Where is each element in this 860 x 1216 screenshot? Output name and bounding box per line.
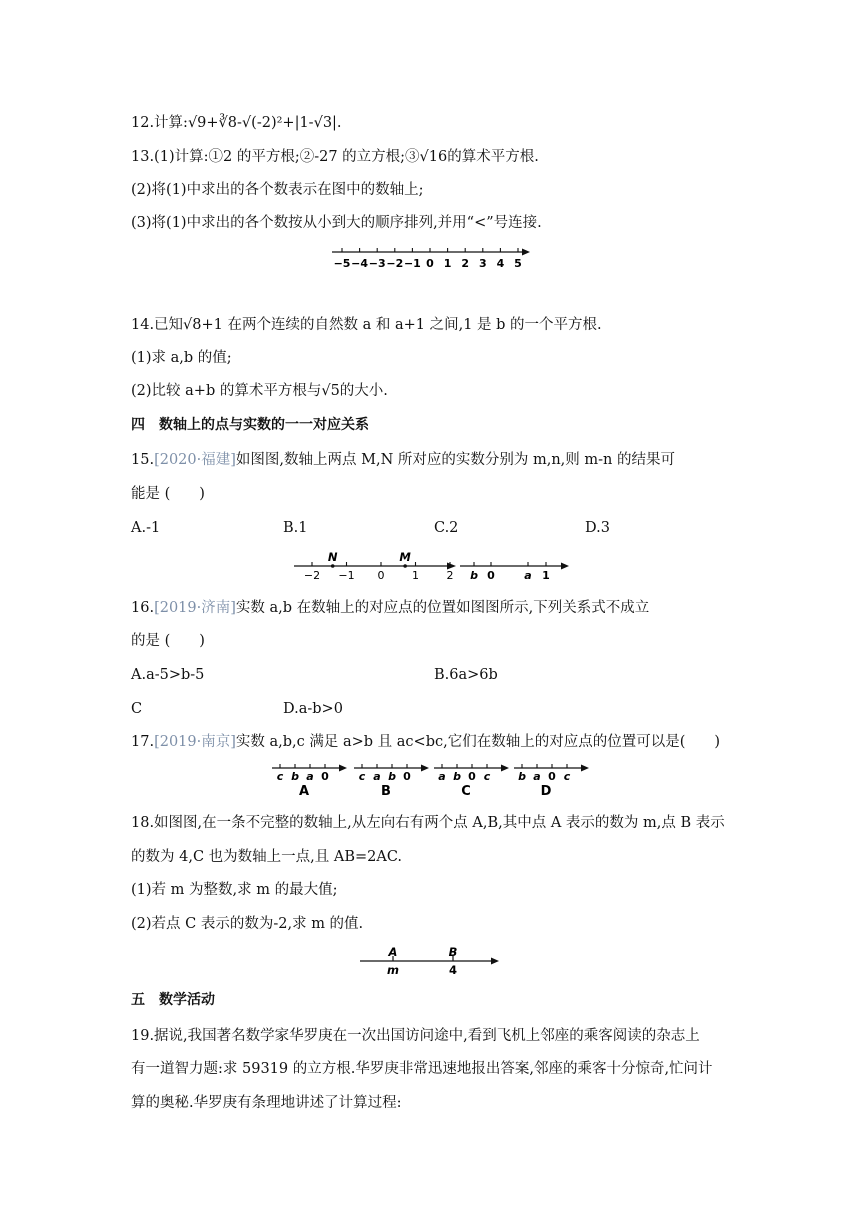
tick-label: −2 [386,257,404,270]
number-line-figure-16 [458,558,574,582]
section-5-heading: 五 数学活动 [131,992,215,1008]
tick-label: a [306,770,314,783]
question-16-option-a: A.a-5>b-5 [131,667,205,683]
tick-label: 3 [478,257,487,270]
point-n-label: N [327,550,338,564]
question-18-line-4: (2)若点 C 表示的数为-2,求 m 的值. [131,916,364,932]
question-19-line-2: 有一道智力题:求 59319 的立方根.华罗庚非常迅速地报出答案,邻座的乘客十分惊奇,忙问计 [131,1061,713,1077]
tick-label: a [524,569,532,582]
question-17-figures [270,760,600,800]
question-18-line-1: 18.如图图,在一条不完整的数轴上,从左向右有两个点 A,B,其中点 A 表示的数为 m,点 B 表示 [131,815,725,831]
tick-label: b [453,770,461,783]
option-figure-c [434,764,509,799]
tick-label: −4 [351,257,369,270]
point-m-label: M [399,550,411,564]
tick-label: 0 [468,770,476,783]
question-16-text: 实数 a,b 在数轴上的对应点的位置如图图所示,下列关系式不成立 [235,600,650,616]
number-line-figure-18 [358,944,504,976]
question-15-text: 如图图,数轴上两点 M,N 所对应的实数分别为 m,n,则 m-n 的结果可 [235,452,675,468]
question-15-option-a: A.-1 [131,520,161,536]
section-4-heading: 四 数轴上的点与实数的一一对应关系 [131,417,369,433]
question-12: 12.计算:√9+∛8-√(-2)²+|1-√3|. [131,115,342,131]
point-a-value: m [387,963,399,977]
question-17-number: 17. [131,734,155,750]
question-14-line-2: (1)求 a,b 的值; [131,350,232,366]
tick-label: 0 [321,770,329,783]
option-label: A [298,784,310,799]
tick-label: c [276,770,284,783]
question-16-source: [2019·济南] [154,600,236,616]
tick-label: 4 [496,257,505,270]
option-figure-b [354,764,429,799]
question-16-option-b: B.6a>6b [434,667,498,683]
tick-label: 2 [446,569,454,582]
number-line-figure-13 [328,244,538,274]
question-15-line-1 [131,450,675,470]
point-n-dot [331,564,335,568]
point-a-label: A [388,945,398,959]
question-15-option-c: C.2 [434,520,459,536]
tick-label: 2 [461,257,470,270]
tick-label: c [358,770,366,783]
point-m-dot [403,564,407,568]
question-14-line-1: 14.已知√8+1 在两个连续的自然数 a 和 a+1 之间,1 是 b 的一个平方根. [131,317,602,333]
question-19-line-3: 算的奥秘.华罗庚有条理地讲述了计算过程: [131,1095,402,1111]
question-13-line-1: 13.(1)计算:①2 的平方根;②-27 的立方根;③√16的算术平方根. [131,149,539,165]
tick-label: 1 [443,257,452,270]
option-label: D [540,784,552,799]
question-16-option-c: C [131,701,143,717]
tick-label: −1 [338,569,355,582]
question-16-line-1 [131,598,649,618]
question-18-line-3: (1)若 m 为整数,求 m 的最大值; [131,882,338,898]
question-17-source: [2019·南京] [154,734,236,750]
tick-label: −2 [303,569,321,582]
tick-label: 1 [542,569,550,582]
tick-label: −5 [333,257,351,270]
tick-label: 0 [487,569,495,582]
tick-label: b [518,770,526,783]
tick-label: a [438,770,446,783]
question-15-number: 15. [131,452,155,468]
tick-label: c [563,770,571,783]
tick-label: 5 [514,257,522,270]
question-15-source: [2020·福建] [154,452,236,468]
question-15-line-2: 能是 ( ) [131,486,205,502]
question-13-line-2: (2)将(1)中求出的各个数表示在图中的数轴上; [131,182,424,198]
option-figure-a [272,764,347,799]
tick-label: 0 [403,770,411,783]
question-16-option-d: D.a-b>0 [283,701,343,717]
tick-label: 0 [548,770,556,783]
tick-label: b [388,770,396,783]
question-16-number: 16. [131,600,155,616]
tick-label: a [533,770,541,783]
point-b-label: B [448,945,458,959]
question-15-option-d: D.3 [585,520,610,536]
option-label: B [381,784,391,799]
tick-label: −1 [403,257,421,270]
question-16-line-2: 的是 ( ) [131,633,205,649]
number-line-figure-15 [290,548,462,582]
tick-label: 0 [426,257,434,270]
tick-label: b [470,569,478,582]
question-17-text: 实数 a,b,c 满足 a>b 且 ac<bc,它们在数轴上的对应点的位置可以是( ) [235,734,721,750]
tick-label: −3 [368,257,386,270]
option-label: C [461,784,471,799]
point-b-value: 4 [448,963,458,977]
tick-label: b [291,770,299,783]
question-17-line [131,732,720,752]
question-14-line-3: (2)比较 a+b 的算术平方根与√5的大小. [131,383,388,399]
question-15-option-b: B.1 [283,520,308,536]
tick-label: 1 [412,569,419,582]
question-19-line-1: 19.据说,我国著名数学家华罗庚在一次出国访问途中,看到飞机上邻座的乘客阅读的杂志上 [131,1028,700,1044]
option-figure-d [514,764,589,799]
question-18-line-2: 的数为 4,C 也为数轴上一点,且 AB=2AC. [131,849,403,865]
question-13-line-3: (3)将(1)中求出的各个数按从小到大的顺序排列,并用“<”号连接. [131,215,542,231]
tick-label: a [373,770,381,783]
tick-label: c [483,770,491,783]
tick-label: 0 [377,569,385,582]
